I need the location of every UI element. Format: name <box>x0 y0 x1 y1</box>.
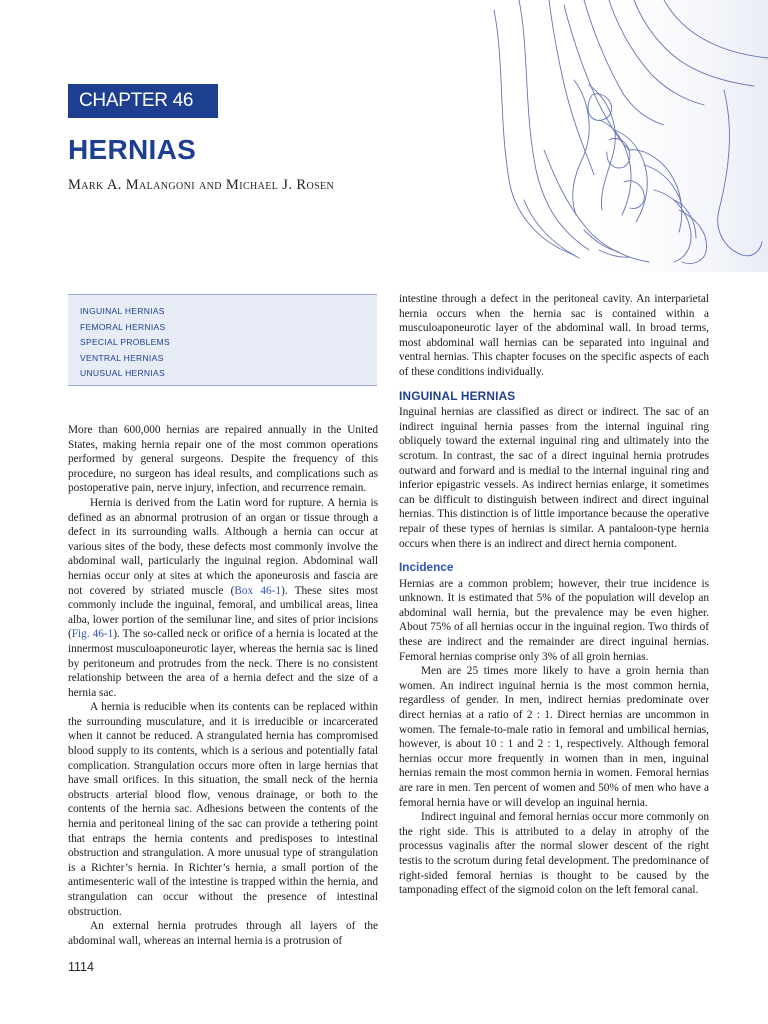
body-paragraph: Inguinal hernias are classified as direct or indirect. The sac of an indirect inguinal hernia passes from the internal inguinal ring obliquely toward the external inguinal ring and ultimately into the scrotum. In contrast, the sac of a direct inguinal hernia protrudes outward and forward and is medial to the internal inguinal ring and inferior epigastric vessels. As indirect hernias enlarge, it sometimes can be difficult to distinguish between indirect and direct inguinal hernias. This distinction is of little importance because the operative repair of these types of hernias is similar. A pantaloon-type hernia occurs when there is an indirect and direct hernia component. <box>399 406 709 550</box>
outline-item: SPECIAL PROBLEMS <box>80 337 170 348</box>
outline-item: FEMORAL HERNIAS <box>80 321 166 332</box>
body-paragraph: More than 600,000 hernias are repaired annually in the United States, making hernia repair one of the most common operations performed by general surgeons. Despite the frequency of this procedure, no surgeon has ideal results, and complications such as postoperative pain, nerve injury, infection, and recurrence remain. <box>68 424 378 495</box>
body-text: ). These sites most commonly include the inguinal, femoral, and umbilical areas, linea alba, lower portion of the semilunar line, and sites of prior incisions ( <box>68 584 378 641</box>
subsection-heading: Incidence <box>399 560 454 575</box>
body-text: ). The so-called neck or orifice of a hernia is located at the innermost musculoaponeurotic layer, whereas the hernia sac is lined by peritoneum and protrudes from the neck. There is no consistent relationship between the area of a hernia defect and the size of a hernia sac. <box>68 628 378 699</box>
authors: Mark A. Malangoni and Michael J. Rosen <box>68 177 335 193</box>
chapter-label: CHAPTER 46 <box>68 84 218 118</box>
section-heading: INGUINAL HERNIAS <box>399 388 516 403</box>
body-paragraph <box>68 496 378 700</box>
body-paragraph: Hernias are a common problem; however, their true incidence is unknown. It is estimated that 5% of the population will develop an abdominal wall hernia, but the prevalence may be even higher. About 75% of all hernias occur in the inguinal region. Two thirds of these are indirect and the remainder are direct inguinal hernias. Femoral hernias comprise only 3% of all groin hernias. <box>399 577 709 663</box>
anatomical-illustration-icon <box>424 0 768 272</box>
chapter-outline-box <box>68 294 377 386</box>
chapter-title: HERNIAS <box>68 134 197 165</box>
body-text: Hernia is derived from the Latin word for rupture. A hernia is defined as an abnormal protrusion of an organ or tissue through a defect in its surrounding walls. Although a hernia can occur at various sites of the body, these defects most commonly involve the abdominal wall, particularly the inguinal region. Abdominal wall hernias occur only at sites at which the aponeurosis and fascia are not covered by striated muscle ( <box>68 496 378 597</box>
page-number: 1114 <box>68 960 94 974</box>
box-reference-link[interactable]: Box 46-1 <box>234 584 282 597</box>
body-paragraph: A hernia is reducible when its contents can be replaced within the surrounding musculature, and it is irreducible or incarcerated when it cannot be reduced. A strangulated hernia has compromised blood supply to its contents, which is a serious and potentially fatal complication. Strangulation occurs more often in large hernias that have small orifices. In this situation, the small neck of the hernia obstructs arterial blood flow, venous drainage, or both to the contents of the hernia sac. Adhesions between the contents of the hernia and peritoneal lining of the sac can provide a tethering point that entraps the hernia contents and predisposes to intestinal obstruction and strangulation. A more unusual type of strangulation is a Richter’s hernia. In Richter’s hernia, a small portion of the antimesenteric wall of the intestine is trapped within the hernia, and strangulation can occur without the presence of intestinal obstruction. <box>68 701 378 918</box>
figure-reference-link[interactable]: Fig. 46-1 <box>71 628 114 641</box>
outline-item: INGUINAL HERNIAS <box>80 306 165 316</box>
left-text-column <box>68 423 378 948</box>
body-paragraph: Men are 25 times more likely to have a groin hernia than women. An indirect inguinal hernia is the most common hernia, regardless of gender. In men, indirect hernias predominate over direct hernias at a ratio of 2 : 1. Direct hernias are uncommon in women. The female-to-male ratio in femoral and umbilical hernias, however, is about 10 : 1 and 2 : 1, respectively. Although femoral hernias occur more frequently in women than in men, inguinal hernias remain the most common hernia in women. Femoral hernias are rare in men. Ten percent of women and 50% of men who have a femoral hernia have or will develop an inguinal hernia. <box>399 665 709 809</box>
body-paragraph: Indirect inguinal and femoral hernias occur more commonly on the right side. This is attributed to a delay in atrophy of the processus vaginalis after the normal slower descent of the right testis to the scrotum during fetal development. The predominance of right-sided femoral hernias is thought to be caused by the tamponading effect of the sigmoid colon on the left femoral canal. <box>399 811 709 897</box>
body-paragraph: An external hernia protrudes through all layers of the abdominal wall, whereas an internal hernia is a protrusion of <box>68 920 378 947</box>
right-text-column <box>399 292 709 898</box>
outline-item: UNUSUAL HERNIAS <box>80 368 165 379</box>
body-paragraph: intestine through a defect in the peritoneal cavity. An interparietal hernia occurs when the hernia sac is contained within a musculoaponeurotic layer of the abdominal wall. In broad terms, most abdominal wall hernias can be separated into inguinal and ventral hernias. This chapter focuses on the specific aspects of each of these conditions individually. <box>399 293 709 378</box>
outline-item: VENTRAL HERNIAS <box>80 352 164 363</box>
